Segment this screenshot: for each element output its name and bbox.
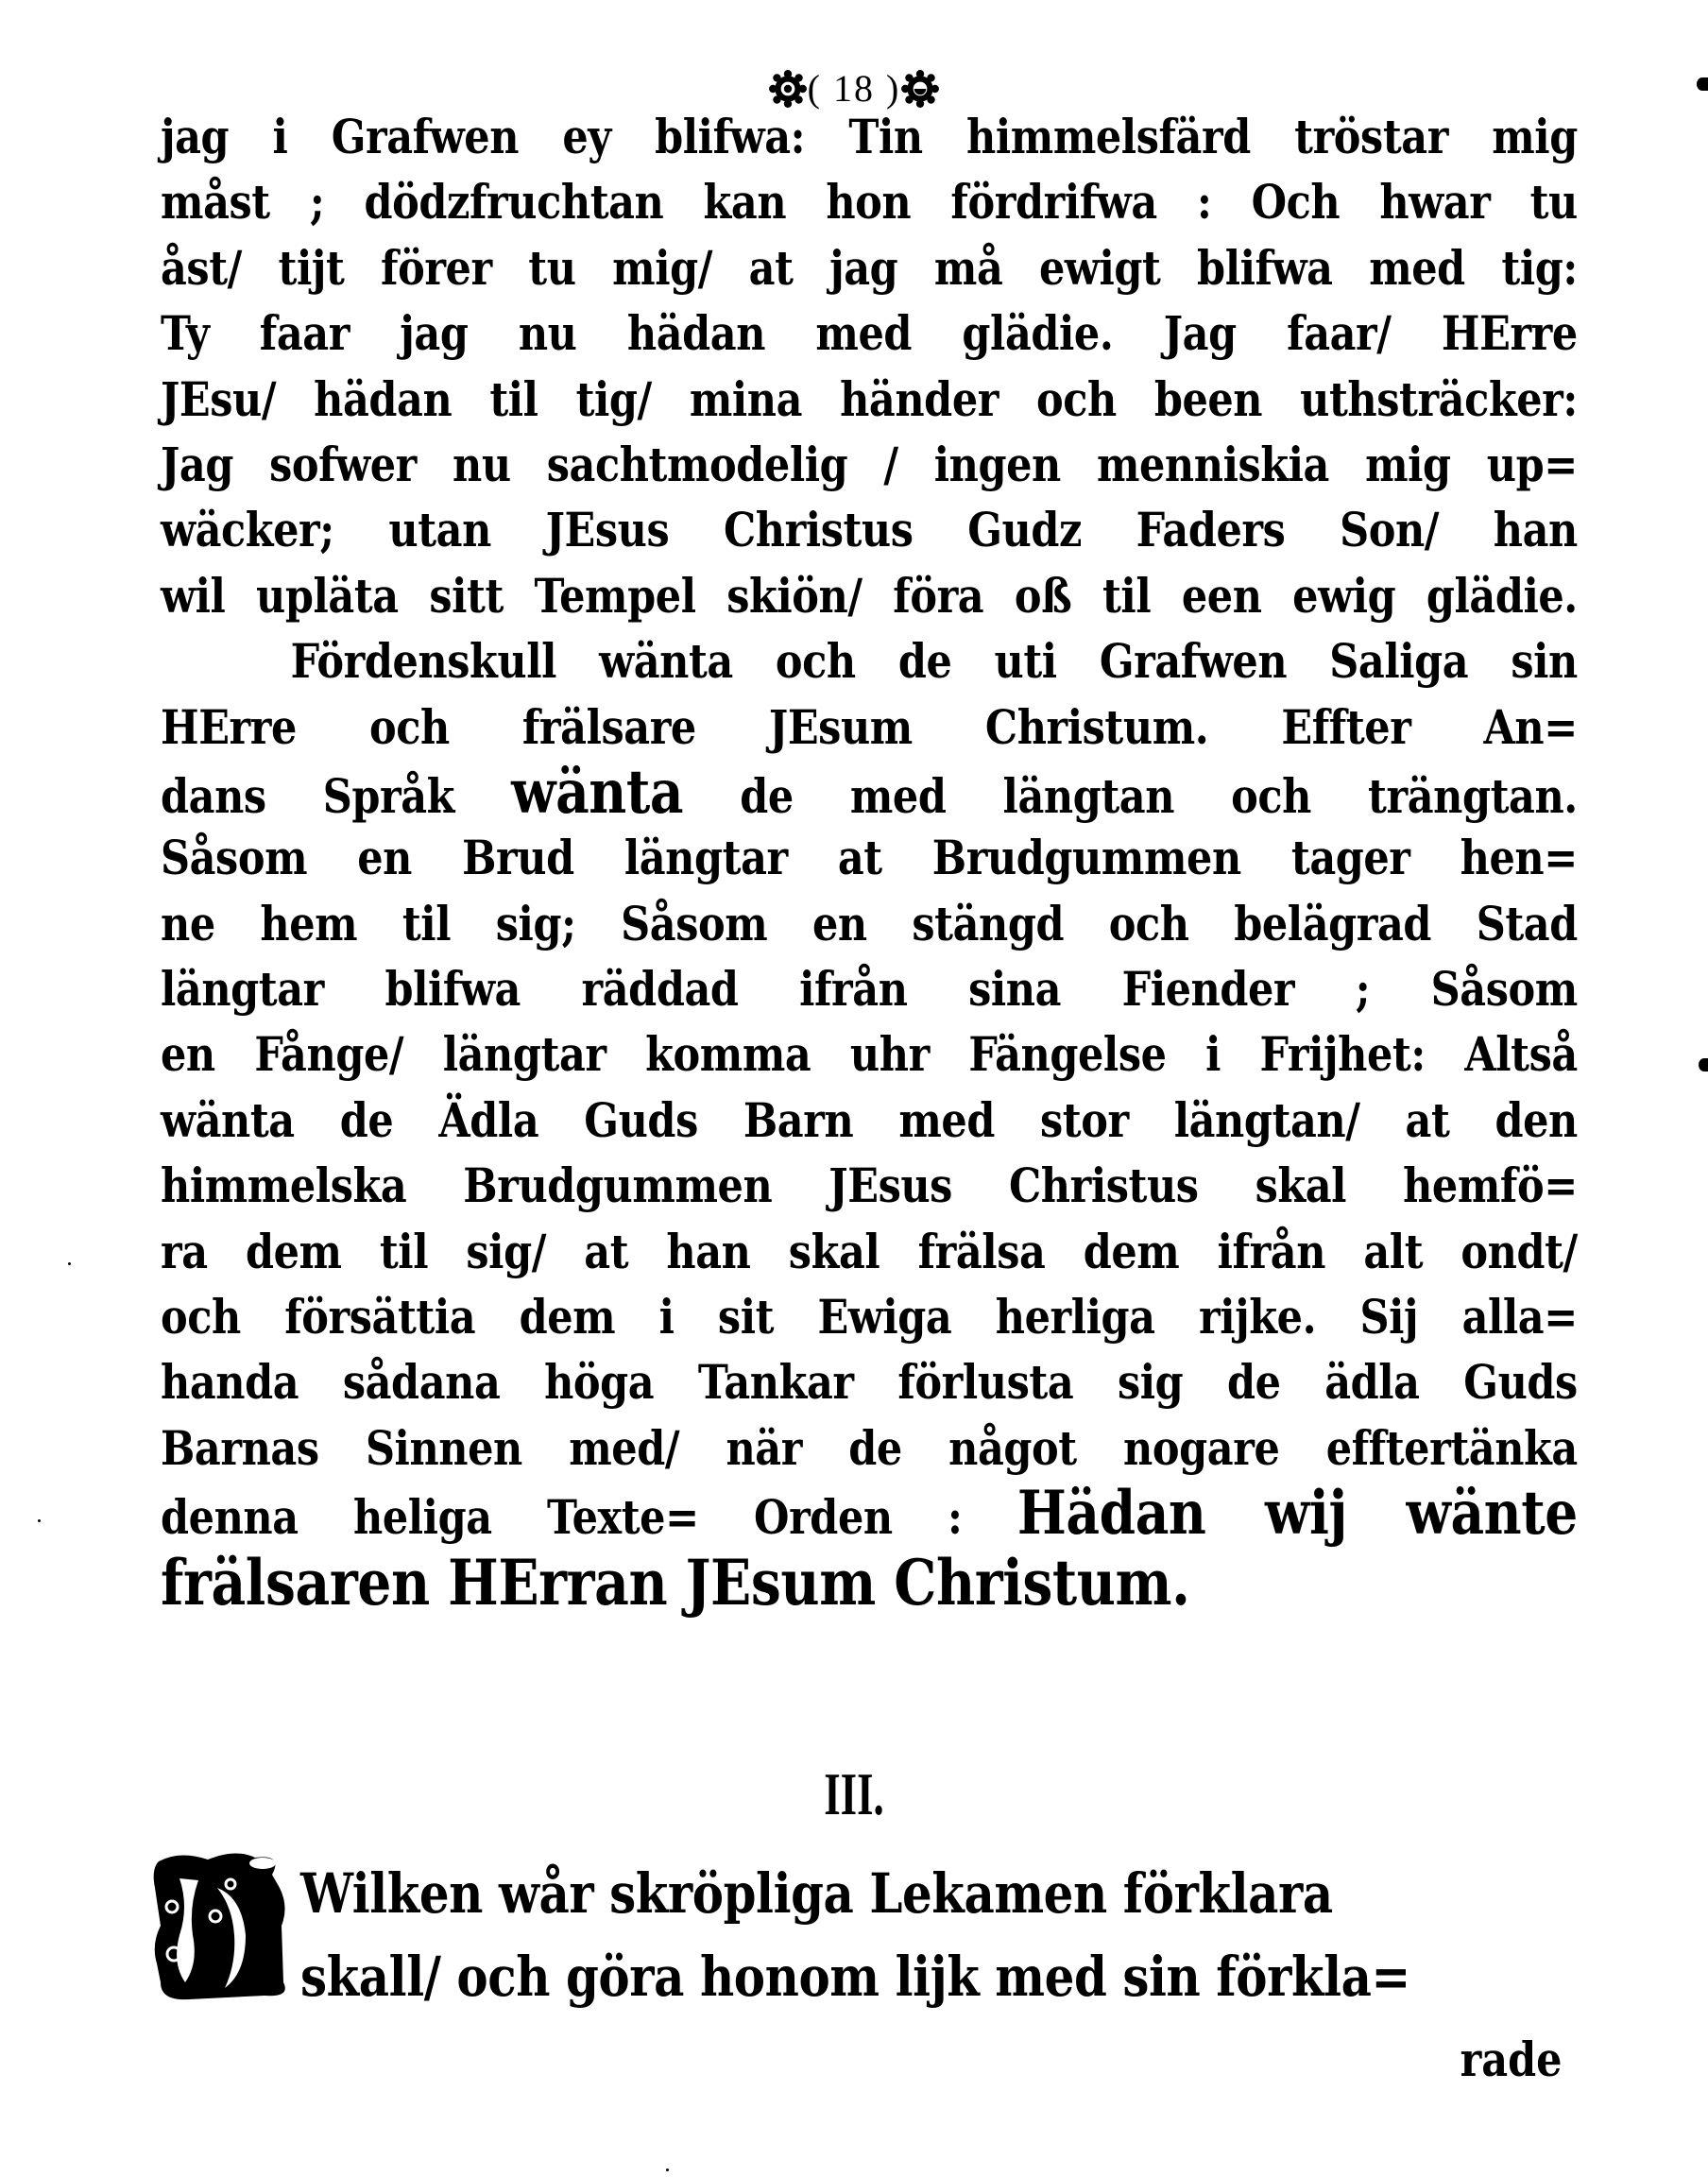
text-line: och försättia dem i sit Ewiga herliga rijke. Sij alla= [161, 1289, 1578, 1346]
text-line: himmelska Brudgummen JEsus Christus skal hemfö= [161, 1157, 1578, 1214]
text-line: Såsom en Brud längtar at Brudgummen tager hen= [161, 830, 1578, 886]
page-number: ( 18 ) [807, 67, 901, 110]
text-line: JEsu/ hädan til tig/ mina händer och been uthsträcker: [161, 370, 1578, 427]
scripture-quote: Hädan wij wänte [1016, 1478, 1578, 1550]
text-line: wänta de Ädla Guds Barn med stor längtan/ at den [161, 1091, 1578, 1148]
flower-ornament-icon [768, 69, 808, 109]
scripture-quote-line: frälsaren HErran JEsum Christum. [161, 1545, 1190, 1620]
text-line: måst ; dödzfruchtan kan hon fördrifwa : Och hwar tu [161, 174, 1578, 231]
flower-ornament-icon [900, 69, 940, 109]
margin-speck [666, 2168, 669, 2171]
section-three-text [300, 1852, 1614, 2018]
section-heading: III. [824, 1760, 884, 1827]
text-line: skall/ och göra honom lijk med sin förkla= [300, 1945, 1410, 2009]
text-segment: de med längtan och trängtan. [683, 767, 1578, 824]
margin-speck [38, 1519, 41, 1522]
catchword: rade [1460, 2031, 1563, 2087]
text-line: Barnas Sinnen med/ när de något nogare efftertänka [161, 1419, 1578, 1476]
text-line [161, 1478, 1578, 1550]
text-line: jag i Grafwen ey blifwa: Tin himmelsfärd tröstar mig [161, 109, 1578, 164]
text-line: wäcker; utan JEsus Christus Gudz Faders Son/ han [161, 502, 1578, 558]
text-line: HErre och frälsare JEsum Christum. Effter An= [161, 698, 1578, 755]
text-line: ra dem til sig/ at han skal frälsa dem ifrån alt ondt/ [161, 1223, 1578, 1279]
text-line: åst/ tijt förer tu mig/ at jag må ewigt blifwa med tig: [161, 239, 1578, 296]
text-line: handa sådana höga Tankar förlusta sig de ädla Guds [161, 1354, 1578, 1411]
text-segment: denna heliga Texte= Orden : [161, 1489, 1017, 1546]
text-line: wil upläta sitt Tempel skiön/ föra oß til een ewig glädie. [161, 567, 1578, 624]
text-segment: dans Språk [161, 767, 512, 824]
text-line: längtar blifwa räddad ifrån sina Fiender ; Såsom [161, 961, 1578, 1018]
emphasized-word: wänta [511, 756, 684, 828]
margin-speck [68, 1262, 71, 1265]
paragraph-start-line: Fördenskull wänta och de uti Grafwen Saliga sin [290, 633, 1578, 690]
body-text [161, 104, 1578, 1619]
text-line [161, 756, 1578, 828]
decorated-initial-h-icon [151, 1850, 293, 2003]
page-edge-mark-middle [1699, 1058, 1708, 1071]
text-line: Jag sofwer nu sachtmodelig / ingen menniskia mig up= [161, 436, 1578, 492]
text-line: ne hem til sig; Såsom en stängd och belägrad Stad [161, 895, 1578, 951]
text-line: Ty faar jag nu hädan med glädie. Jag faar/ HErre [161, 305, 1578, 362]
text-line: en Fånge/ längtar komma uhr Fängelse i Frijhet: Altså [161, 1026, 1578, 1083]
text-line: Wilken wår skröpliga Lekamen förklara [300, 1861, 1333, 1926]
